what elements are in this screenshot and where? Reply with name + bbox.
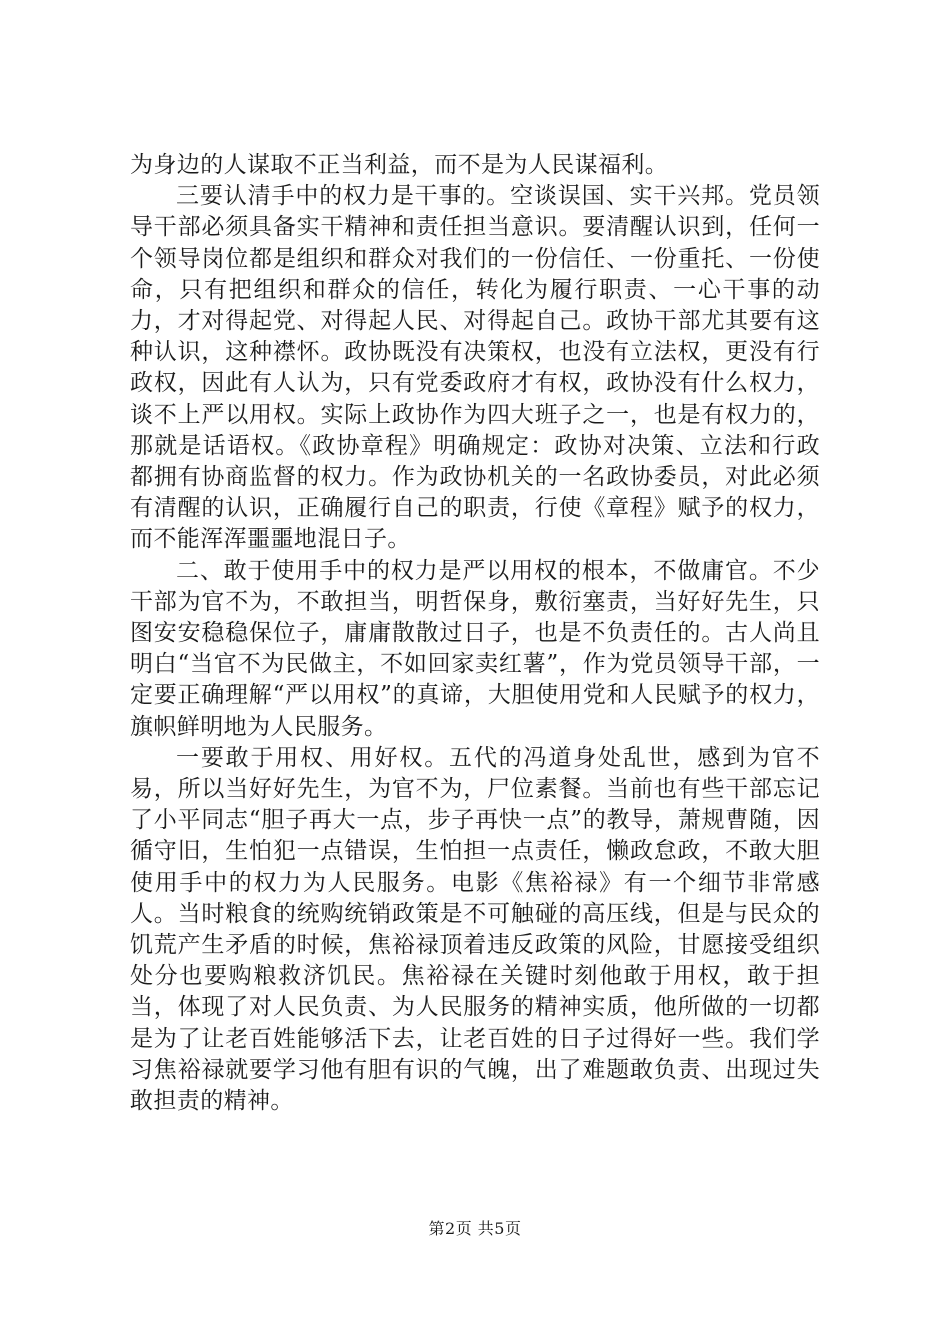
paragraph-3: 二、敢于使用手中的权力是严以用权的根本，不做庸官。不少干部为官不为，不敢担当，明哲保身，敷衍塞责，当好好先生，只图安安稳稳保位子，庸庸散散过日子，也是不负责任的。古人尚且明白“当官不为民做主，不如回家卖红薯”，作为党员领导干部，一定要正确理解“严以用权”的真谛，大胆使用党和人民赋予的权力，旗帜鲜明地为人民服务。 xyxy=(130,557,820,740)
paragraph-1: 为身边的人谋取不正当利益，而不是为人民谋福利。 xyxy=(130,152,669,178)
paragraph-4: 一要敢于用权、用好权。五代的冯道身处乱世，感到为官不易，所以当好好先生，为官不为，尸位素餐。当前也有些干部忘记了小平同志“胆子再大一点，步子再快一点”的教导，萧规曹随，因循守旧，生怕犯一点错误，生怕担一点责任，懒政怠政，不敢大胆使用手中的权力为人民服务。电影《焦裕禄》有一个细节非常感人。当时粮食的统购统销政策是不可触碰的高压线，但是与民众的饥荒产生矛盾的时候，焦裕禄顶着违反政策的风险，甘愿接受组织处分也要购粮救济饥民。焦裕禄在关键时刻他敢于用权，敢于担当，体现了对人民负责、为人民服务的精神实质，他所做的一切都是为了让老百姓能够活下去，让老百姓的日子过得好一些。我们学习焦裕禄就要学习他有胆有识的气魄，出了难题敢负责、出现过失敢担责的精神。 xyxy=(130,744,820,1115)
document-body xyxy=(130,150,820,1117)
paragraph-2: 三要认清手中的权力是干事的。空谈误国、实干兴邦。党员领导干部必须具备实干精神和责任担当意识。要清醒认识到，任何一个领导岗位都是组织和群众对我们的一份信任、一份重托、一份使命，只有把组织和群众的信任，转化为履行职责、一心干事的动力，才对得起党、对得起人民、对得起自己。政协干部尤其要有这种认识，这种襟怀。政协既没有决策权，也没有立法权，更没有行政权，因此有人认为，只有党委政府才有权，政协没有什么权力，谈不上严以用权。实际上政协作为四大班子之一，也是有权力的，那就是话语权。《政协章程》明确规定：政协对决策、立法和行政都拥有协商监督的权力。作为政协机关的一名政协委员，对此必须有清醒的认识，正确履行自己的职责，行使《章程》赋予的权力，而不能浑浑噩噩地混日子。 xyxy=(130,183,820,553)
page-footer: 第2页 共5页 xyxy=(428,1219,522,1238)
